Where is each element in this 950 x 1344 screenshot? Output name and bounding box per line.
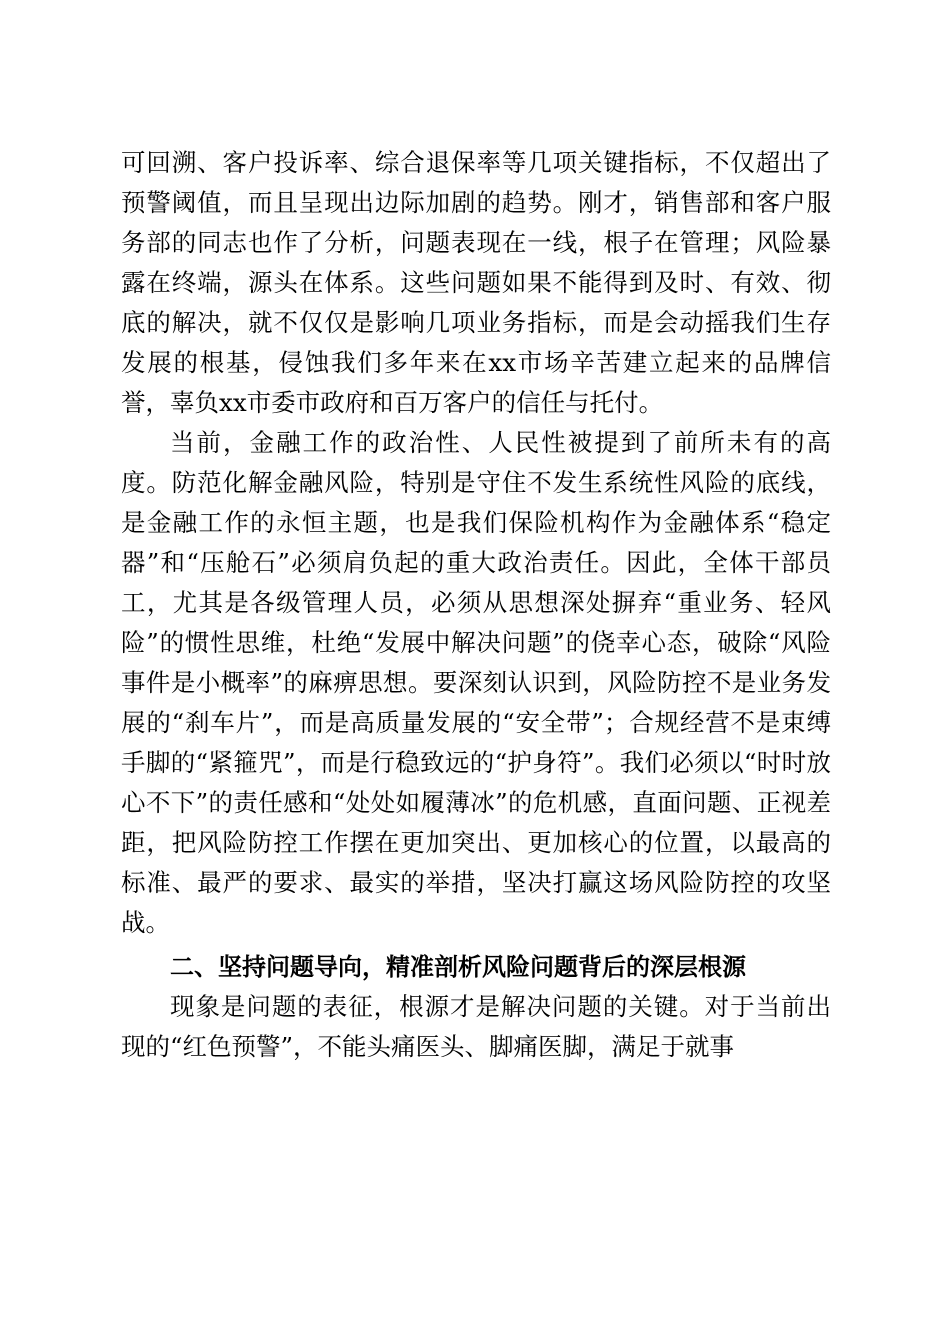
section-heading: 二、坚持问题导向，精准剖析风险问题背后的深层根源: [170, 953, 746, 981]
body-paragraph-current-situation: 当前，金融工作的政治性、人民性被提到了前所未有的高度。防范化解金融风险，特别是守住不发生系统性风险的底线，是金融工作的永恒主题，也是我们保险机构作为金融体系“稳定器”和“压舱石”必须肩负起的重大政治责任。因此，全体干部员工，尤其是各级管理人员，必须从思想深处摒弃“重业务、轻风险”的惯性思维，杜绝“发展中解决问题”的侥幸心态，破除“风险事件是小概率”的麻痹思想。要深刻认识到，风险防控不是业务发展的“刹车片”，而是高质量发展的“安全带”；合规经营不是束缚手脚的“紧箍咒”，而是行稳致远的“护身符”。我们必须以“时时放心不下”的责任感和“处处如履薄冰”的危机感，直面问题、正视差距，把风险防控工作摆在更加突出、更加核心的位置，以最高的标准、最严的要求、最实的举措，坚决打赢这场风险防控的攻坚战。: [121, 428, 831, 937]
body-paragraph-root-cause: 现象是问题的表征，根源才是解决问题的关键。对于当前出现的“红色预警”，不能头痛医头、脚痛医脚，满足于就事: [121, 992, 831, 1061]
document-body: [121, 143, 831, 1067]
body-paragraph-continued: 可回溯、客户投诉率、综合退保率等几项关键指标，不仅超出了预警阈值，而且呈现出边际加剧的趋势。刚才，销售部和客户服务部的同志也作了分析，问题表现在一线，根子在管理；风险暴露在终端，源头在体系。这些问题如果不能得到及时、有效、彻底的解决，就不仅仅是影响几项业务指标，而是会动摇我们生存发展的根基，侵蚀我们多年来在xx市场辛苦建立起来的品牌信誉，辜负xx市委市政府和百万客户的信任与托付。: [121, 148, 831, 417]
